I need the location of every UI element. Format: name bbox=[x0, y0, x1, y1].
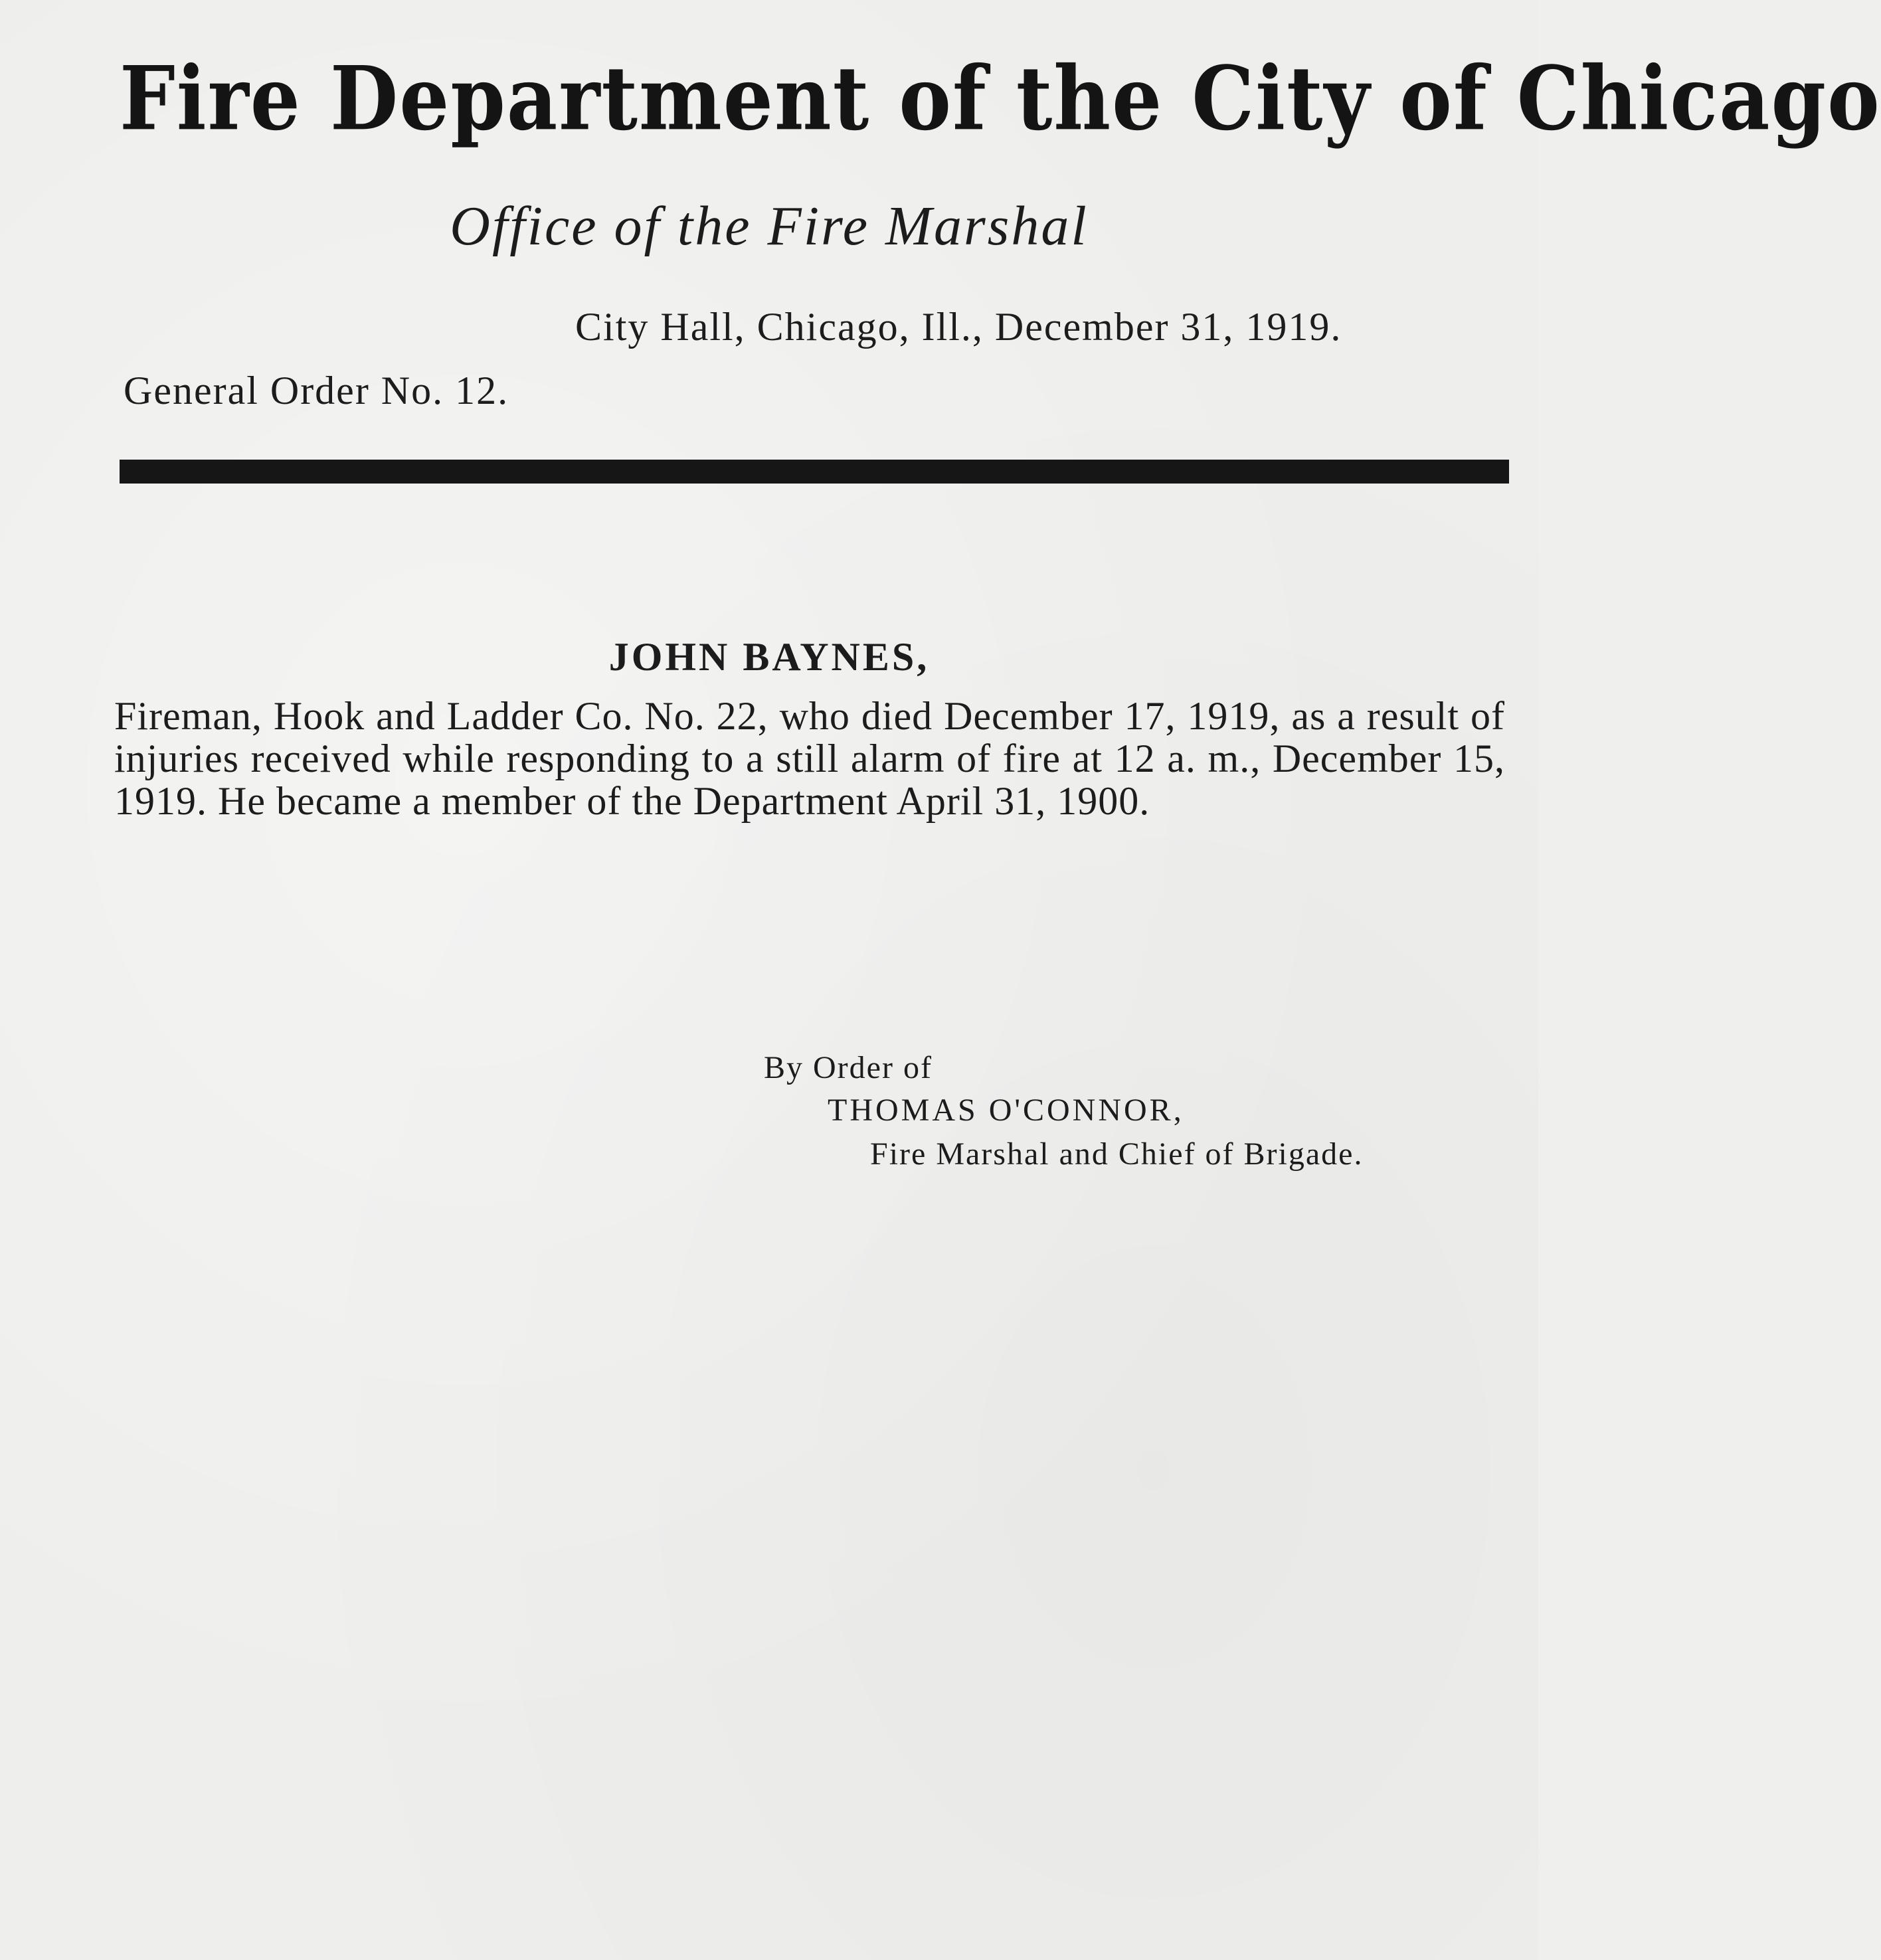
signatory-name: THOMAS O'CONNOR, bbox=[828, 1093, 1184, 1128]
department-masthead: Fire Department of the City of Chicago bbox=[120, 46, 1881, 150]
dateline: City Hall, Chicago, Ill., December 31, 1919. bbox=[575, 305, 1342, 349]
by-order-of-line: By Order of bbox=[764, 1050, 933, 1085]
general-order-number: General Order No. 12. bbox=[124, 369, 509, 412]
notice-body: Fireman, Hook and Ladder Co. No. 22, who died December 17, 1919, as a result of injuries received while responding to a still alarm of fire at 12 a. m., December 15, 1919. He became a member of the Department April 31, 1900. bbox=[114, 694, 1505, 823]
header-divider-rule bbox=[120, 460, 1509, 484]
deceased-name: JOHN BAYNES, bbox=[608, 635, 930, 679]
signatory-title: Fire Marshal and Chief of Brigade. bbox=[870, 1136, 1364, 1172]
office-subtitle: Office of the Fire Marshal bbox=[450, 195, 1089, 257]
